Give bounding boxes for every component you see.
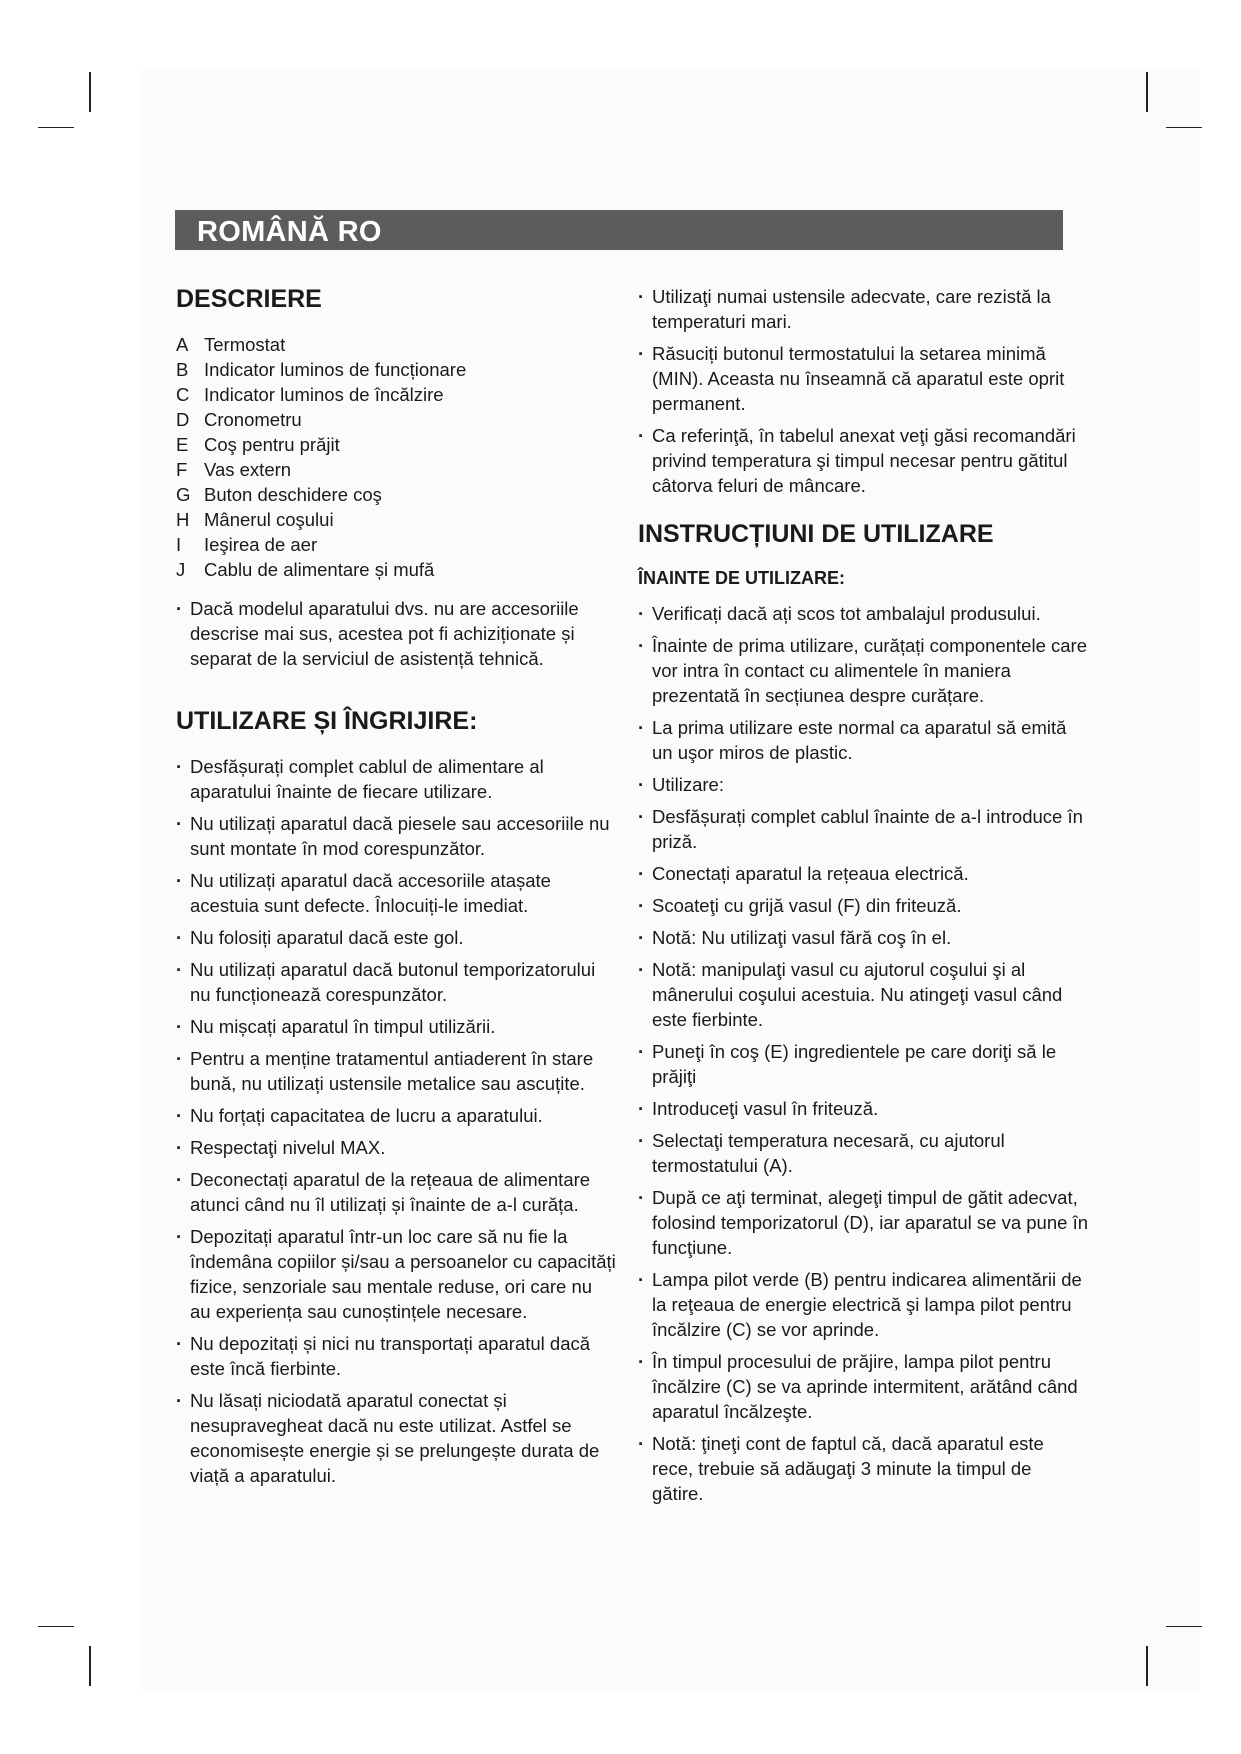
- part-item: [176, 332, 616, 357]
- usage-heading: UTILIZARE ȘI ÎNGRIJIRE:: [176, 707, 478, 735]
- list-item: · Răsuciți butonul termostatului la setarea minimă (MIN). Aceasta nu înseamnă că aparatul este oprit permanent.: [638, 341, 1088, 416]
- list-item: · Utilizare:: [638, 772, 1088, 797]
- list-item: · Nu lăsați niciodată aparatul conectat și nesupravegheat dacă nu este utilizat. Astfel se economisește energie și se prelungește durata de viață a aparatului.: [176, 1388, 616, 1488]
- crop-mark: [38, 127, 74, 128]
- part-label: Ieşirea de aer: [204, 534, 318, 555]
- description-heading: DESCRIERE: [176, 285, 322, 313]
- part-label: Cronometru: [204, 409, 302, 430]
- part-item: [176, 532, 616, 557]
- part-letter: I: [176, 534, 182, 555]
- part-item: [176, 357, 616, 382]
- part-label: Indicator luminos de funcționare: [204, 359, 467, 380]
- list-item: · Înainte de prima utilizare, curățați componentele care vor intra în contact cu alimentele în maniera prezentată în secțiunea despre curățare.: [638, 633, 1088, 708]
- part-item: [176, 382, 616, 407]
- list-item: · Utilizaţi numai ustensile adecvate, care rezistă la temperaturi mari.: [638, 284, 1088, 334]
- left-column: [176, 284, 616, 1495]
- part-letter: E: [176, 434, 189, 455]
- accessories-note-list: [176, 596, 616, 671]
- list-item: · Desfășurați complet cablul înainte de a-l introduce în priză.: [638, 804, 1088, 854]
- instructions-heading: INSTRUCȚIUNI DE UTILIZARE: [638, 520, 994, 548]
- part-letter: J: [176, 559, 186, 580]
- part-label: Termostat: [204, 334, 286, 355]
- part-letter: H: [176, 509, 190, 530]
- list-item: · Nu depozitați și nici nu transportați aparatul dacă este încă fierbinte.: [176, 1331, 616, 1381]
- part-letter: B: [176, 359, 189, 380]
- part-label: Coş pentru prăjit: [204, 434, 340, 455]
- list-item: · Desfășurați complet cablul de alimentare al aparatului înainte de fiecare utilizare.: [176, 754, 616, 804]
- part-letter: D: [176, 409, 190, 430]
- list-item: · Verificați dacă ați scos tot ambalajul produsului.: [638, 601, 1088, 626]
- before-use-list: [638, 601, 1088, 1506]
- list-item: · Deconectați aparatul de la rețeaua de alimentare atunci când nu îl utilizați și înainte de a-l curăța.: [176, 1167, 616, 1217]
- part-item: [176, 557, 616, 582]
- part-label: Buton deschidere coş: [204, 484, 382, 505]
- part-label: Mânerul coşului: [204, 509, 334, 530]
- parts-list: [176, 332, 616, 582]
- list-item: · Nu utilizați aparatul dacă piesele sau accesoriile nu sunt montate în mod corespunzător.: [176, 811, 616, 861]
- part-letter: C: [176, 384, 190, 405]
- list-item: · Nu utilizați aparatul dacă accesoriile atașate acestuia sunt defecte. Înlocuiți-le imediat.: [176, 868, 616, 918]
- list-item: · La prima utilizare este normal ca aparatul să emită un uşor miros de plastic.: [638, 715, 1088, 765]
- list-item: · Notă: ţineţi cont de faptul că, dacă aparatul este rece, trebuie să adăugaţi 3 minute la timpul de gătire.: [638, 1431, 1088, 1506]
- crop-mark: [89, 72, 91, 112]
- part-letter: G: [176, 484, 191, 505]
- part-letter: A: [176, 334, 189, 355]
- part-item: [176, 407, 616, 432]
- part-item: [176, 432, 616, 457]
- crop-mark: [38, 1626, 74, 1627]
- part-label: Indicator luminos de încălzire: [204, 384, 444, 405]
- list-item: · După ce aţi terminat, alegeţi timpul de gătit adecvat, folosind temporizatorul (D), iar aparatul se va pune în funcţiune.: [638, 1185, 1088, 1260]
- list-item: · În timpul procesului de prăjire, lampa pilot pentru încălzire (C) se va aprinde intermitent, arătând când aparatul încălzeşte.: [638, 1349, 1088, 1424]
- part-item: [176, 457, 616, 482]
- right-column: [638, 284, 1088, 1513]
- list-item: · Puneţi în coş (E) ingredientele pe care doriţi să le prăjiţi: [638, 1039, 1088, 1089]
- part-item: [176, 507, 616, 532]
- list-item: · Introduceţi vasul în friteuză.: [638, 1096, 1088, 1121]
- list-item: · Pentru a menține tratamentul antiaderent în stare bună, nu utilizați ustensile metalice sau ascuțite.: [176, 1046, 616, 1096]
- list-item: · Scoateţi cu grijă vasul (F) din friteuză.: [638, 893, 1088, 918]
- before-use-heading: ÎNAINTE DE UTILIZARE:: [638, 568, 845, 588]
- list-item: · Nu mișcați aparatul în timpul utilizării.: [176, 1014, 616, 1039]
- list-item: · Notă: Nu utilizaţi vasul fără coş în el.: [638, 925, 1088, 950]
- list-item: · Selectaţi temperatura necesară, cu ajutorul termostatului (A).: [638, 1128, 1088, 1178]
- crop-mark: [89, 1646, 91, 1686]
- list-item: · Nu folosiți aparatul dacă este gol.: [176, 925, 616, 950]
- list-item: · Depozitați aparatul într-un loc care să nu fie la îndemâna copiilor și/sau a persoanelor cu capacități fizice, senzoriale sau mentale reduse, ori care nu au experiența sau cunoștințele necesare.: [176, 1224, 616, 1324]
- list-item: · Conectați aparatul la rețeaua electrică.: [638, 861, 1088, 886]
- crop-mark: [1146, 72, 1148, 112]
- list-item: · Ca referinţă, în tabelul anexat veţi găsi recomandări privind temperatura şi timpul necesar pentru gătitul câtorva feluri de mâncare.: [638, 423, 1088, 498]
- part-letter: F: [176, 459, 188, 480]
- list-item: · Nu forțați capacitatea de lucru a aparatului.: [176, 1103, 616, 1128]
- part-label: Cablu de alimentare și mufă: [204, 559, 435, 580]
- usage-list: [176, 754, 616, 1488]
- part-item: [176, 482, 616, 507]
- crop-mark: [1146, 1646, 1148, 1686]
- list-item: · Notă: manipulaţi vasul cu ajutorul coşului şi al mânerului coşului acestuia. Nu atingeţi vasul când este fierbinte.: [638, 957, 1088, 1032]
- crop-mark: [1166, 127, 1202, 128]
- top-list: [638, 284, 1088, 498]
- list-item: · Nu utilizați aparatul dacă butonul temporizatorului nu funcționează corespunzător.: [176, 957, 616, 1007]
- accessories-note: · Dacă modelul aparatului dvs. nu are accesoriile descrise mai sus, acestea pot fi achiziționate și separat de la serviciul de asistență tehnică.: [176, 596, 616, 671]
- list-item: · Lampa pilot verde (B) pentru indicarea alimentării de la reţeaua de energie electrică şi lampa pilot pentru încălzire (C) se vor aprinde.: [638, 1267, 1088, 1342]
- language-title: ROMÂNĂ RO: [197, 216, 382, 248]
- part-label: Vas extern: [204, 459, 292, 480]
- crop-mark: [1166, 1626, 1202, 1627]
- language-header: [175, 210, 1063, 250]
- list-item: · Respectaţi nivelul MAX.: [176, 1135, 616, 1160]
